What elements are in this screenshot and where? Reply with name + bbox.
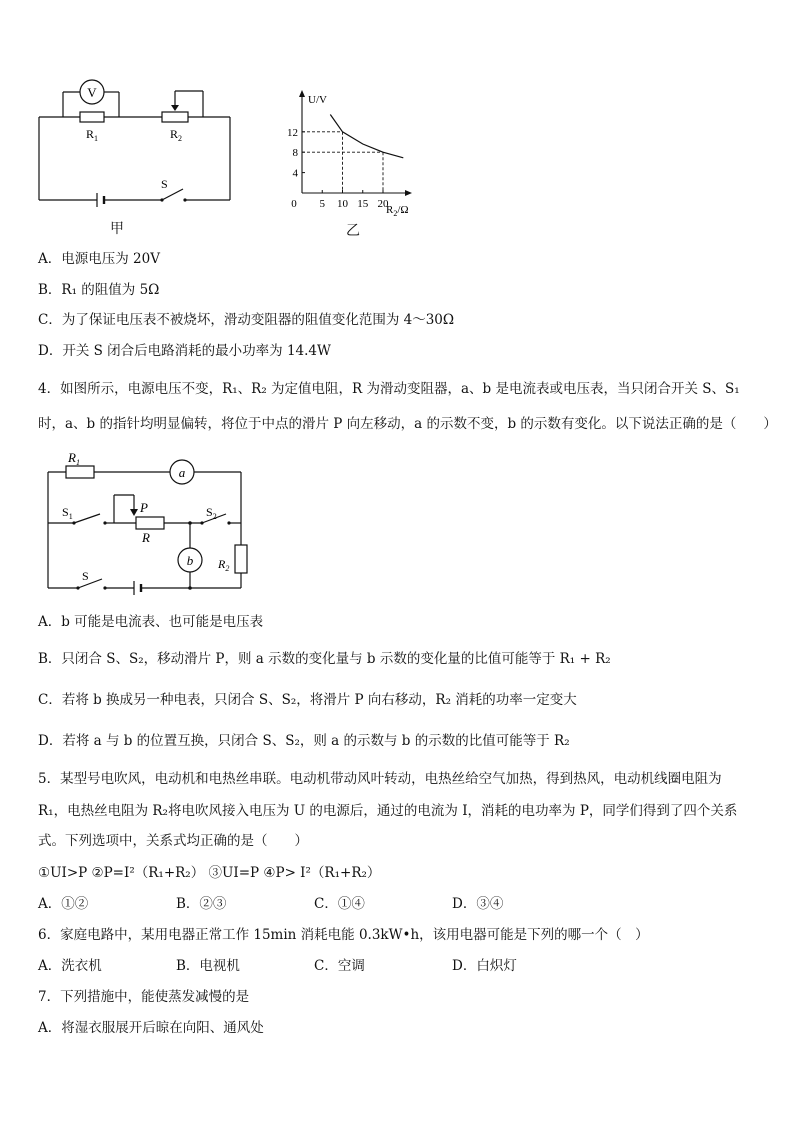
graph-figure-yi xyxy=(280,88,425,220)
q4-option-d: D．若将 a 与 b 的位置互换，只闭合 S、S₂，则 a 的示数与 b 的示数的比值可能等于 R₂ xyxy=(38,733,570,749)
switch-label: S xyxy=(161,177,168,191)
q5-stem-line3: 式。下列选项中，关系式均正确的是（ ） xyxy=(38,833,308,849)
svg-text:R2: $R_2$ xyxy=(170,127,183,143)
svg-text:R2: $R_2$ xyxy=(218,557,230,573)
q4-s1-label: S xyxy=(62,505,69,519)
q4-stem-line2: 时，a、b 的指针均明显偏转，将位于中点的滑片 P 向左移动，a 的示数不变，b 的示数有变化。以下说法正确的是（ ） xyxy=(38,416,777,432)
y-axis-label: U/V xyxy=(308,94,327,106)
q4-r2-label: R xyxy=(218,557,226,571)
y-tick-label: 4 xyxy=(292,167,298,180)
q3-option-c: C．为了保证电压表不被烧坏，滑动变阻器的阻值变化范围为 4～30Ω xyxy=(38,312,455,328)
origin-label: 0 xyxy=(291,198,297,210)
r1-resistor xyxy=(80,112,104,122)
q6-option-b: B．电视机 xyxy=(176,958,240,974)
circuit-figure-q4 xyxy=(36,450,256,598)
q6-option-c: C．空调 xyxy=(314,958,365,974)
voltmeter-label: V xyxy=(87,85,97,100)
q6-options xyxy=(38,957,517,975)
figure-caption-jia: 甲 xyxy=(110,221,124,237)
svg-text:S2: $S_2$ xyxy=(206,505,217,521)
r2-resistor xyxy=(162,112,188,122)
q5-option-d: D．③④ xyxy=(452,896,504,912)
q5-option-c: C．①④ xyxy=(314,896,365,912)
q3-option-d: D．开关 S 闭合后电路消耗的最小功率为 14.4W xyxy=(38,343,331,359)
q5-option-b: B．②③ xyxy=(176,896,227,912)
x-tick-label: 15 xyxy=(357,198,369,210)
q3-option-a: A．电源电压为 20V xyxy=(38,251,160,267)
q4-rheostat xyxy=(136,517,164,529)
q4-r2-resistor xyxy=(235,545,247,573)
q6-option-a: A．洗衣机 xyxy=(38,958,102,974)
q4-p-label: P xyxy=(140,500,148,515)
q7-option-a: A．将湿衣服展开后晾在向阳、通风处 xyxy=(38,1020,264,1036)
x-axis-label: $R_2/\Omega$ xyxy=(386,204,409,218)
figure-caption-yi: 乙 xyxy=(346,223,360,239)
x-tick-label: 5 xyxy=(319,198,325,210)
r1-label: R xyxy=(86,127,95,141)
q4-option-a: A．b 可能是电流表、也可能是电压表 xyxy=(38,614,264,630)
y-axis-arrow xyxy=(299,90,305,97)
svg-text:R1: $R_1$ xyxy=(86,127,99,143)
q4-r1-label: R xyxy=(68,450,76,465)
circuit-figure-jia xyxy=(30,72,245,232)
q5-option-a: A．①② xyxy=(38,896,89,912)
q5-stem-line1: 5．某型号电吹风，电动机和电热丝串联。电动机带动风叶转动，电热丝给空气加热，得到热风，电动机线圈电阻为 xyxy=(38,771,722,787)
svg-text:S1: $S_1$ xyxy=(62,505,73,521)
q4-stem-line1: 4．如图所示，电源电压不变，R₁、R₂ 为定值电阻，R 为滑动变阻器，a、b 是电流表或电压表，当只闭合开关 S、S₁ xyxy=(38,381,740,397)
x-tick-label: 10 xyxy=(337,198,348,210)
u-r2-curve xyxy=(330,115,403,158)
q4-option-c: C．若将 b 换成另一种电表，只闭合 S、S₂，将滑片 P 向右移动，R₂ 消耗的功率一定变大 xyxy=(38,692,577,708)
q5-relations: ①UI>P ②P=I²（R₁+R₂） ③UI=P ④P> I²（R₁+R₂） xyxy=(38,865,381,881)
q4-r-label: R xyxy=(142,530,150,545)
x-axis-arrow xyxy=(405,190,412,196)
q4-option-b: B．只闭合 S、S₂，移动滑片 P，则 a 示数的变化量与 b 示数的变化量的比值可能等于 R₁ + R₂ xyxy=(38,651,611,667)
q4-meter-b-label: b xyxy=(186,553,194,568)
svg-text:R1: $R_1$ xyxy=(68,450,80,467)
q7-stem: 7．下列措施中，能使蒸发减慢的是 xyxy=(38,989,250,1005)
y-tick-label: 12 xyxy=(287,126,298,139)
q5-options xyxy=(38,895,503,913)
q5-stem-line2: R₁，电热丝电阻为 R₂将电吹风接入电压为 U 的电源后，通过的电流为 I，消耗的电功率为 P，同学们得到了四个关系 xyxy=(38,803,738,819)
q4-s2-label: S xyxy=(206,505,213,519)
q6-option-d: D．白炽灯 xyxy=(452,958,517,974)
x-tick-label: 20 xyxy=(377,198,389,210)
q4-s-label: S xyxy=(82,569,89,583)
y-tick-label: 8 xyxy=(292,147,298,160)
q4-r1-resistor xyxy=(66,466,94,478)
r2-label: R xyxy=(170,127,179,141)
q6-stem: 6．家庭电路中，某用电器正常工作 15min 消耗电能 0.3kW•h，该用电器可能是下列的哪一个（ ） xyxy=(38,927,649,943)
q3-option-b: B．R₁ 的阻值为 5Ω xyxy=(38,282,160,298)
q4-meter-a-label: a xyxy=(178,465,186,480)
